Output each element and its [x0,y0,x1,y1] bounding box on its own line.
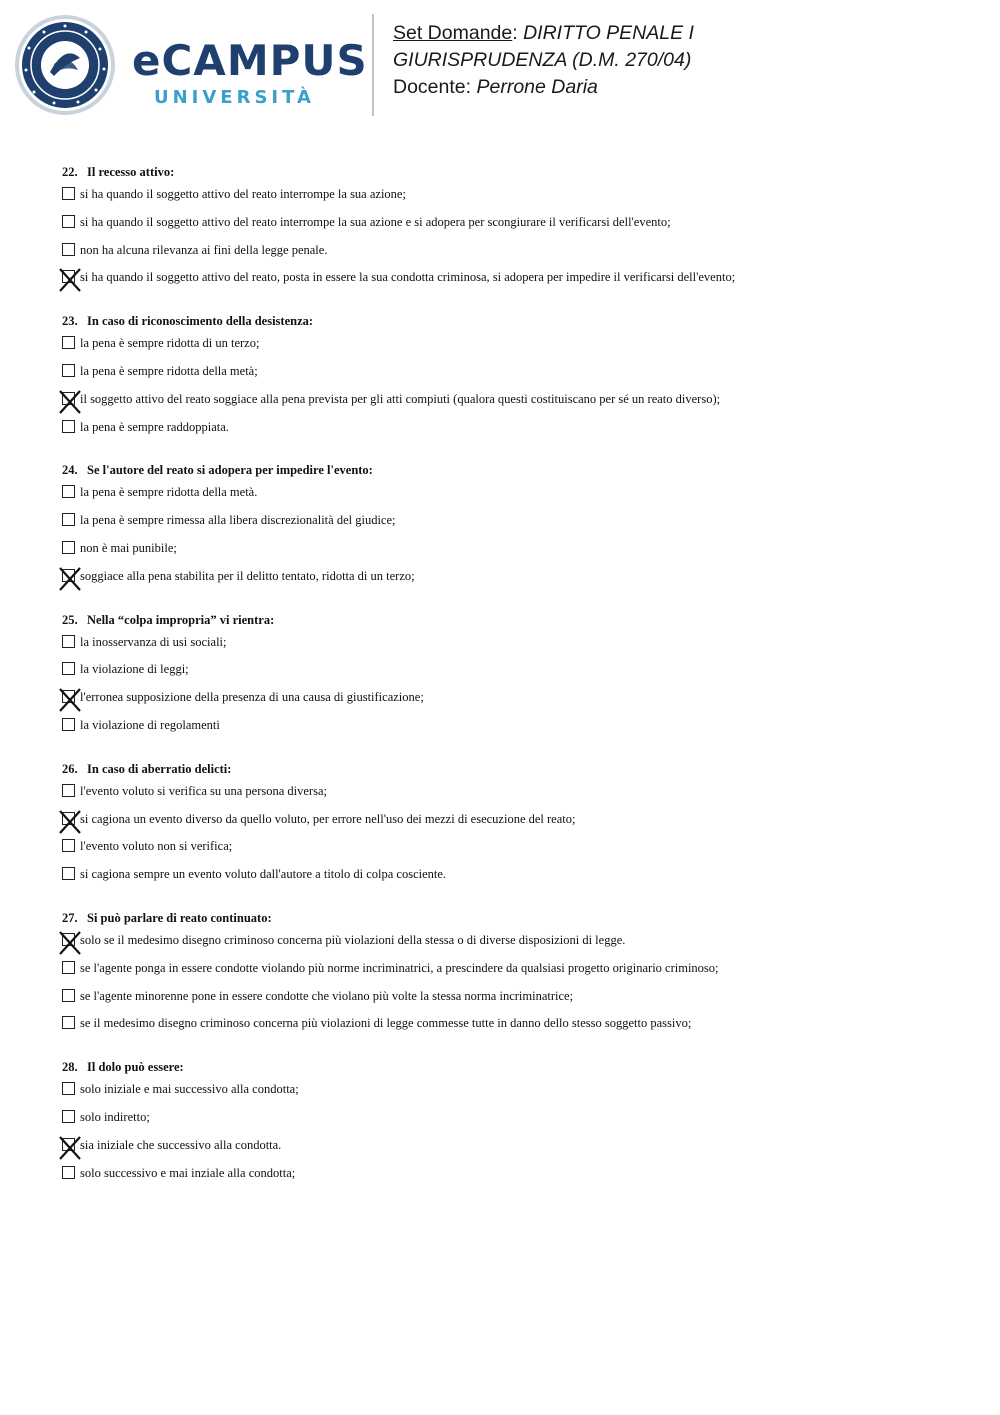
option-text: si ha quando il soggetto attivo del reato, posta in essere la sua condotta criminosa, si adopera per impedire il verificarsi dell'evento; [80,270,736,285]
option-text: la pena è sempre ridotta di un terzo; [80,336,260,351]
question-text: In caso di riconoscimento della desistenza: [87,314,314,329]
question-list [62,160,962,1204]
checked-checkbox[interactable] [62,933,75,946]
answer-option[interactable] [62,482,962,510]
cross-mark-icon [59,567,81,591]
checkbox[interactable] [62,243,75,256]
question-number: 24. [62,463,78,478]
header-line-set [393,20,694,47]
checkbox[interactable] [62,1110,75,1123]
checkbox[interactable] [62,364,75,377]
checkbox[interactable] [62,187,75,200]
teacher-label: Docente [393,76,466,98]
answer-option[interactable] [62,389,962,417]
question-block [62,906,962,1041]
answer-option[interactable] [62,687,962,715]
question-title [62,458,962,482]
answer-option[interactable] [62,184,962,212]
option-text: solo successivo e mai inziale alla condotta; [80,1165,296,1180]
cross-mark-icon [59,390,81,414]
answer-option[interactable] [62,361,962,389]
checkbox[interactable] [62,867,75,880]
question-title [62,309,962,333]
question-number: 26. [62,761,78,776]
checkbox[interactable] [62,1166,75,1179]
checkbox[interactable] [62,961,75,974]
question-title [62,1055,962,1079]
option-text: non è mai punibile; [80,540,177,555]
question-number: 27. [62,910,78,925]
checkbox[interactable] [62,1016,75,1029]
ecampus-logo [14,14,368,116]
answer-option[interactable] [62,958,962,986]
option-text: l'evento voluto non si verifica; [80,839,233,854]
cross-mark-icon [59,1136,81,1160]
option-text: se il medesimo disegno criminoso concerna più violazioni di legge commesse tutte in danno dello stesso soggetto passivo; [80,1016,692,1031]
checked-checkbox[interactable] [62,569,75,582]
checkbox[interactable] [62,513,75,526]
answer-option[interactable] [62,632,962,660]
course-title: DIRITTO PENALE I [523,22,694,44]
checkbox[interactable] [62,541,75,554]
logo-wordmark: eCAMPUS [132,36,368,85]
option-text: se l'agente minorenne pone in essere condotte che violano più volte la stessa norma incriminatrice; [80,988,574,1003]
answer-option[interactable] [62,267,962,295]
page-header [0,0,1000,130]
question-block [62,608,962,743]
set-label: Set Domande [393,22,513,44]
checkbox[interactable] [62,635,75,648]
checked-checkbox[interactable] [62,812,75,825]
question-number: 25. [62,612,78,627]
option-text: si ha quando il soggetto attivo del reato interrompe la sua azione; [80,187,406,201]
option-text: non ha alcuna rilevanza ai fini della legge penale. [80,242,328,257]
question-block [62,160,962,295]
logo-subtitle: UNIVERSITÀ [154,87,315,108]
answer-option[interactable] [62,930,962,958]
checkbox[interactable] [62,215,75,228]
checked-checkbox[interactable] [62,270,75,283]
option-text: solo se il medesimo disegno criminoso concerna più violazioni della stessa o di diverse disposizioni di legge. [80,932,626,947]
checkbox[interactable] [62,420,75,433]
checkbox[interactable] [62,485,75,498]
option-text: la pena è sempre rimessa alla libera discrezionalità del giudice; [80,513,396,528]
checkbox[interactable] [62,784,75,797]
question-block [62,757,962,892]
question-title [62,160,962,184]
checkbox[interactable] [62,1082,75,1095]
answer-option[interactable] [62,566,962,594]
answer-option[interactable] [62,212,962,240]
answer-option[interactable] [62,1107,962,1135]
degree-title: GIURISPRUDENZA (D.M. 270/04) [393,49,692,71]
answer-option[interactable] [62,715,962,743]
set-separator: : [512,22,524,44]
option-text: si cagiona un evento diverso da quello voluto, per errore nell'uso dei mezzi di esecuzione del reato; [80,811,576,826]
checkbox[interactable] [62,336,75,349]
cross-mark-icon [59,268,81,292]
checkbox[interactable] [62,839,75,852]
question-number: 28. [62,1060,78,1075]
checkbox[interactable] [62,989,75,1002]
question-title [62,608,962,632]
option-text: solo indiretto; [80,1109,150,1124]
question-block [62,458,962,593]
question-text: In caso di aberratio delicti: [87,761,232,776]
option-text: la pena è sempre ridotta della metà; [80,363,258,378]
question-number: 22. [62,165,78,179]
option-text: la inosservanza di usi sociali; [80,634,227,649]
answer-option[interactable] [62,659,962,687]
question-block [62,1055,962,1190]
checked-checkbox[interactable] [62,690,75,703]
option-text: l'erronea supposizione della presenza di una causa di giustificazione; [80,690,424,705]
option-text: la violazione di regolamenti [80,717,220,732]
question-title [62,757,962,781]
question-number: 23. [62,314,78,329]
option-text: la pena è sempre ridotta della metà. [80,485,258,500]
answer-option[interactable] [62,781,962,809]
header-line-degree [393,47,694,74]
checked-checkbox[interactable] [62,1138,75,1151]
answer-option[interactable] [62,1135,962,1163]
question-block [62,309,962,444]
teacher-separator: : [465,76,477,98]
answer-option[interactable] [62,538,962,566]
answer-option[interactable] [62,1013,962,1041]
header-line-teacher [393,74,694,101]
header-info [393,20,694,101]
cross-mark-icon [59,810,81,834]
cross-mark-icon [59,931,81,955]
checkbox[interactable] [62,662,75,675]
option-text: l'evento voluto si verifica su una persona diversa; [80,783,327,798]
option-text: il soggetto attivo del reato soggiace alla pena prevista per gli atti compiuti (qualora questi costituiscano per sé un reato diverso); [80,391,721,406]
cross-mark-icon [59,688,81,712]
question-text: Il dolo può essere: [87,1060,184,1075]
checkbox[interactable] [62,718,75,731]
question-text: Nella “colpa impropria” vi rientra: [87,612,275,627]
answer-option[interactable] [62,986,962,1014]
question-text: Si può parlare di reato continuato: [87,910,272,925]
answer-option[interactable] [62,836,962,864]
answer-option[interactable] [62,809,962,837]
header-divider [372,14,374,116]
question-text: Il recesso attivo: [87,165,175,179]
answer-option[interactable] [62,240,962,268]
answer-option[interactable] [62,510,962,538]
option-text: si ha quando il soggetto attivo del reato interrompe la sua azione e si adopera per scongiurare il verificarsi dell'evento; [80,214,671,229]
university-seal-icon [14,14,116,116]
answer-option[interactable] [62,333,962,361]
question-text: Se l'autore del reato si adopera per impedire l'evento: [87,463,373,478]
option-text: la violazione di leggi; [80,662,189,677]
question-title [62,906,962,930]
option-text: sia iniziale che successivo alla condotta. [80,1137,282,1152]
answer-option[interactable] [62,864,962,892]
checked-checkbox[interactable] [62,392,75,405]
option-text: la pena è sempre raddoppiata. [80,419,229,434]
option-text: solo iniziale e mai successivo alla condotta; [80,1082,299,1097]
option-text: si cagiona sempre un evento voluto dall'autore a titolo di colpa cosciente. [80,867,447,882]
answer-option[interactable] [62,1079,962,1107]
teacher-name: Perrone Daria [476,76,598,98]
option-text: soggiace alla pena stabilita per il delitto tentato, ridotta di un terzo; [80,568,415,583]
answer-option[interactable] [62,417,962,445]
option-text: se l'agente ponga in essere condotte violando più norme incriminatrici, a prescindere da qualsiasi progetto originario criminoso; [80,960,719,975]
answer-option[interactable] [62,1163,962,1191]
